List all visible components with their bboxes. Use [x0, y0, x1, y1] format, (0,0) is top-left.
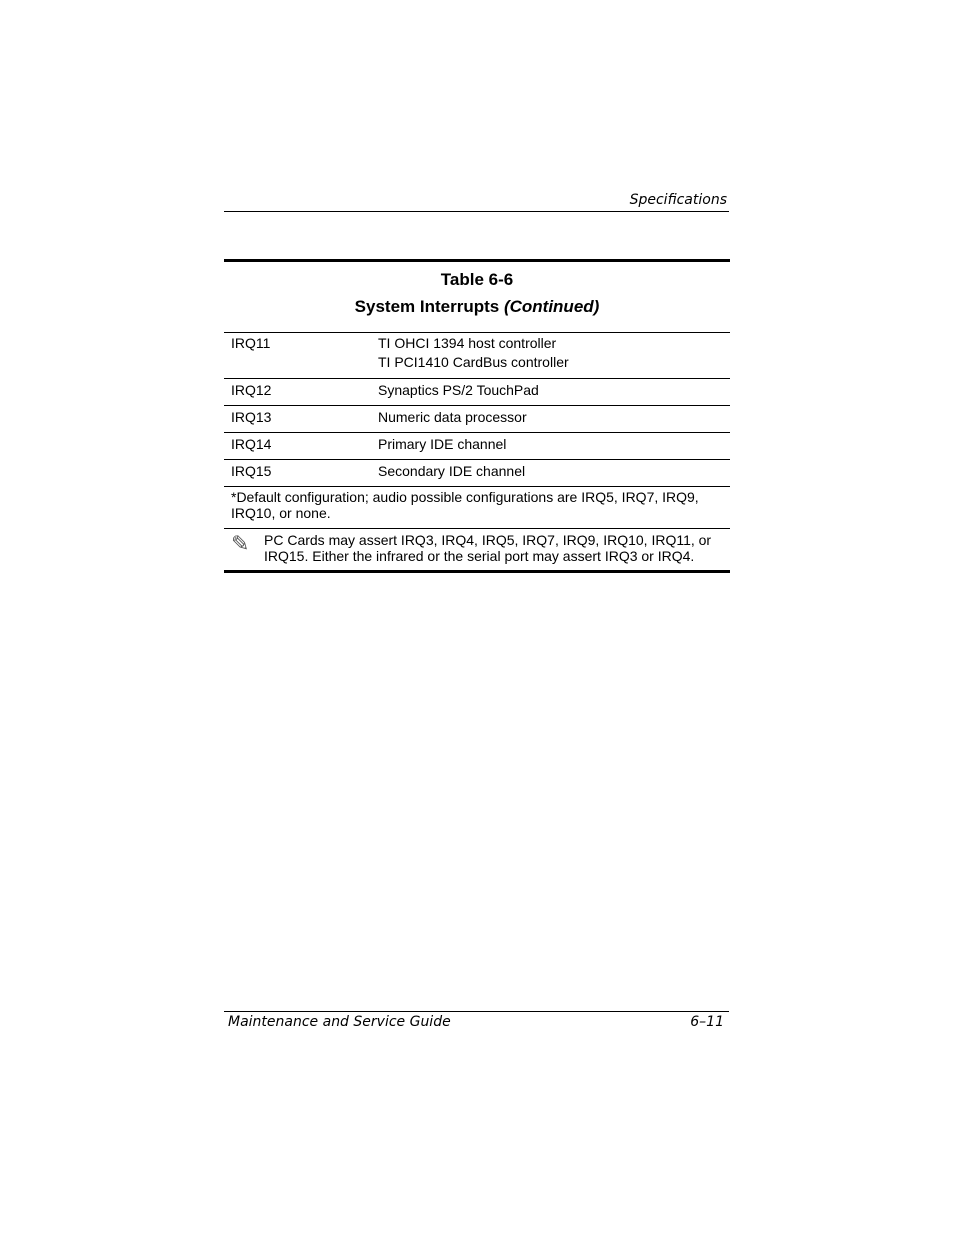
- irq-cell: IRQ15: [231, 463, 272, 479]
- irq-cell: IRQ13: [231, 409, 272, 425]
- page-number: 6–11: [690, 1014, 724, 1030]
- table-body: [224, 332, 730, 487]
- footer-title: Maintenance and Service Guide: [228, 1014, 451, 1030]
- table-title-suffix: (Continued): [503, 297, 600, 316]
- table-row: [224, 460, 730, 487]
- device-line: TI PCI1410 CardBus controller: [378, 354, 569, 370]
- device-cell: Numeric data processor: [378, 409, 527, 425]
- header-rule: [224, 211, 729, 212]
- device-cell: Synaptics PS/2 TouchPad: [378, 382, 539, 398]
- table-note: [224, 529, 730, 573]
- table-row: [224, 406, 730, 433]
- note-text: PC Cards may assert IRQ3, IRQ4, IRQ5, IRQ7, IRQ9, IRQ10, IRQ11, or IRQ15. Either the infrared or the serial port may assert IRQ3 or IRQ4.: [264, 532, 712, 564]
- table-title: [224, 296, 730, 332]
- table-title-text: System Interrupts: [354, 297, 500, 316]
- pencil-icon: ✎: [231, 531, 250, 556]
- running-header: Specifications: [629, 192, 727, 208]
- irq-cell: IRQ11: [231, 335, 271, 351]
- device-cell: [378, 334, 730, 378]
- irq-cell: IRQ12: [231, 382, 272, 398]
- table-footnote: *Default configuration; audio possible configurations are IRQ5, IRQ7, IRQ9, IRQ10, or none.: [224, 487, 730, 529]
- table-number: Table 6-6: [440, 270, 514, 289]
- device-cell: Primary IDE channel: [378, 436, 507, 452]
- table-row: [224, 333, 730, 379]
- device-line: TI OHCI 1394 host controller: [378, 335, 557, 351]
- device-cell: Secondary IDE channel: [378, 463, 526, 479]
- interrupts-table: [224, 259, 730, 573]
- irq-cell: IRQ14: [231, 436, 272, 452]
- table-row: [224, 433, 730, 460]
- table-row: [224, 379, 730, 406]
